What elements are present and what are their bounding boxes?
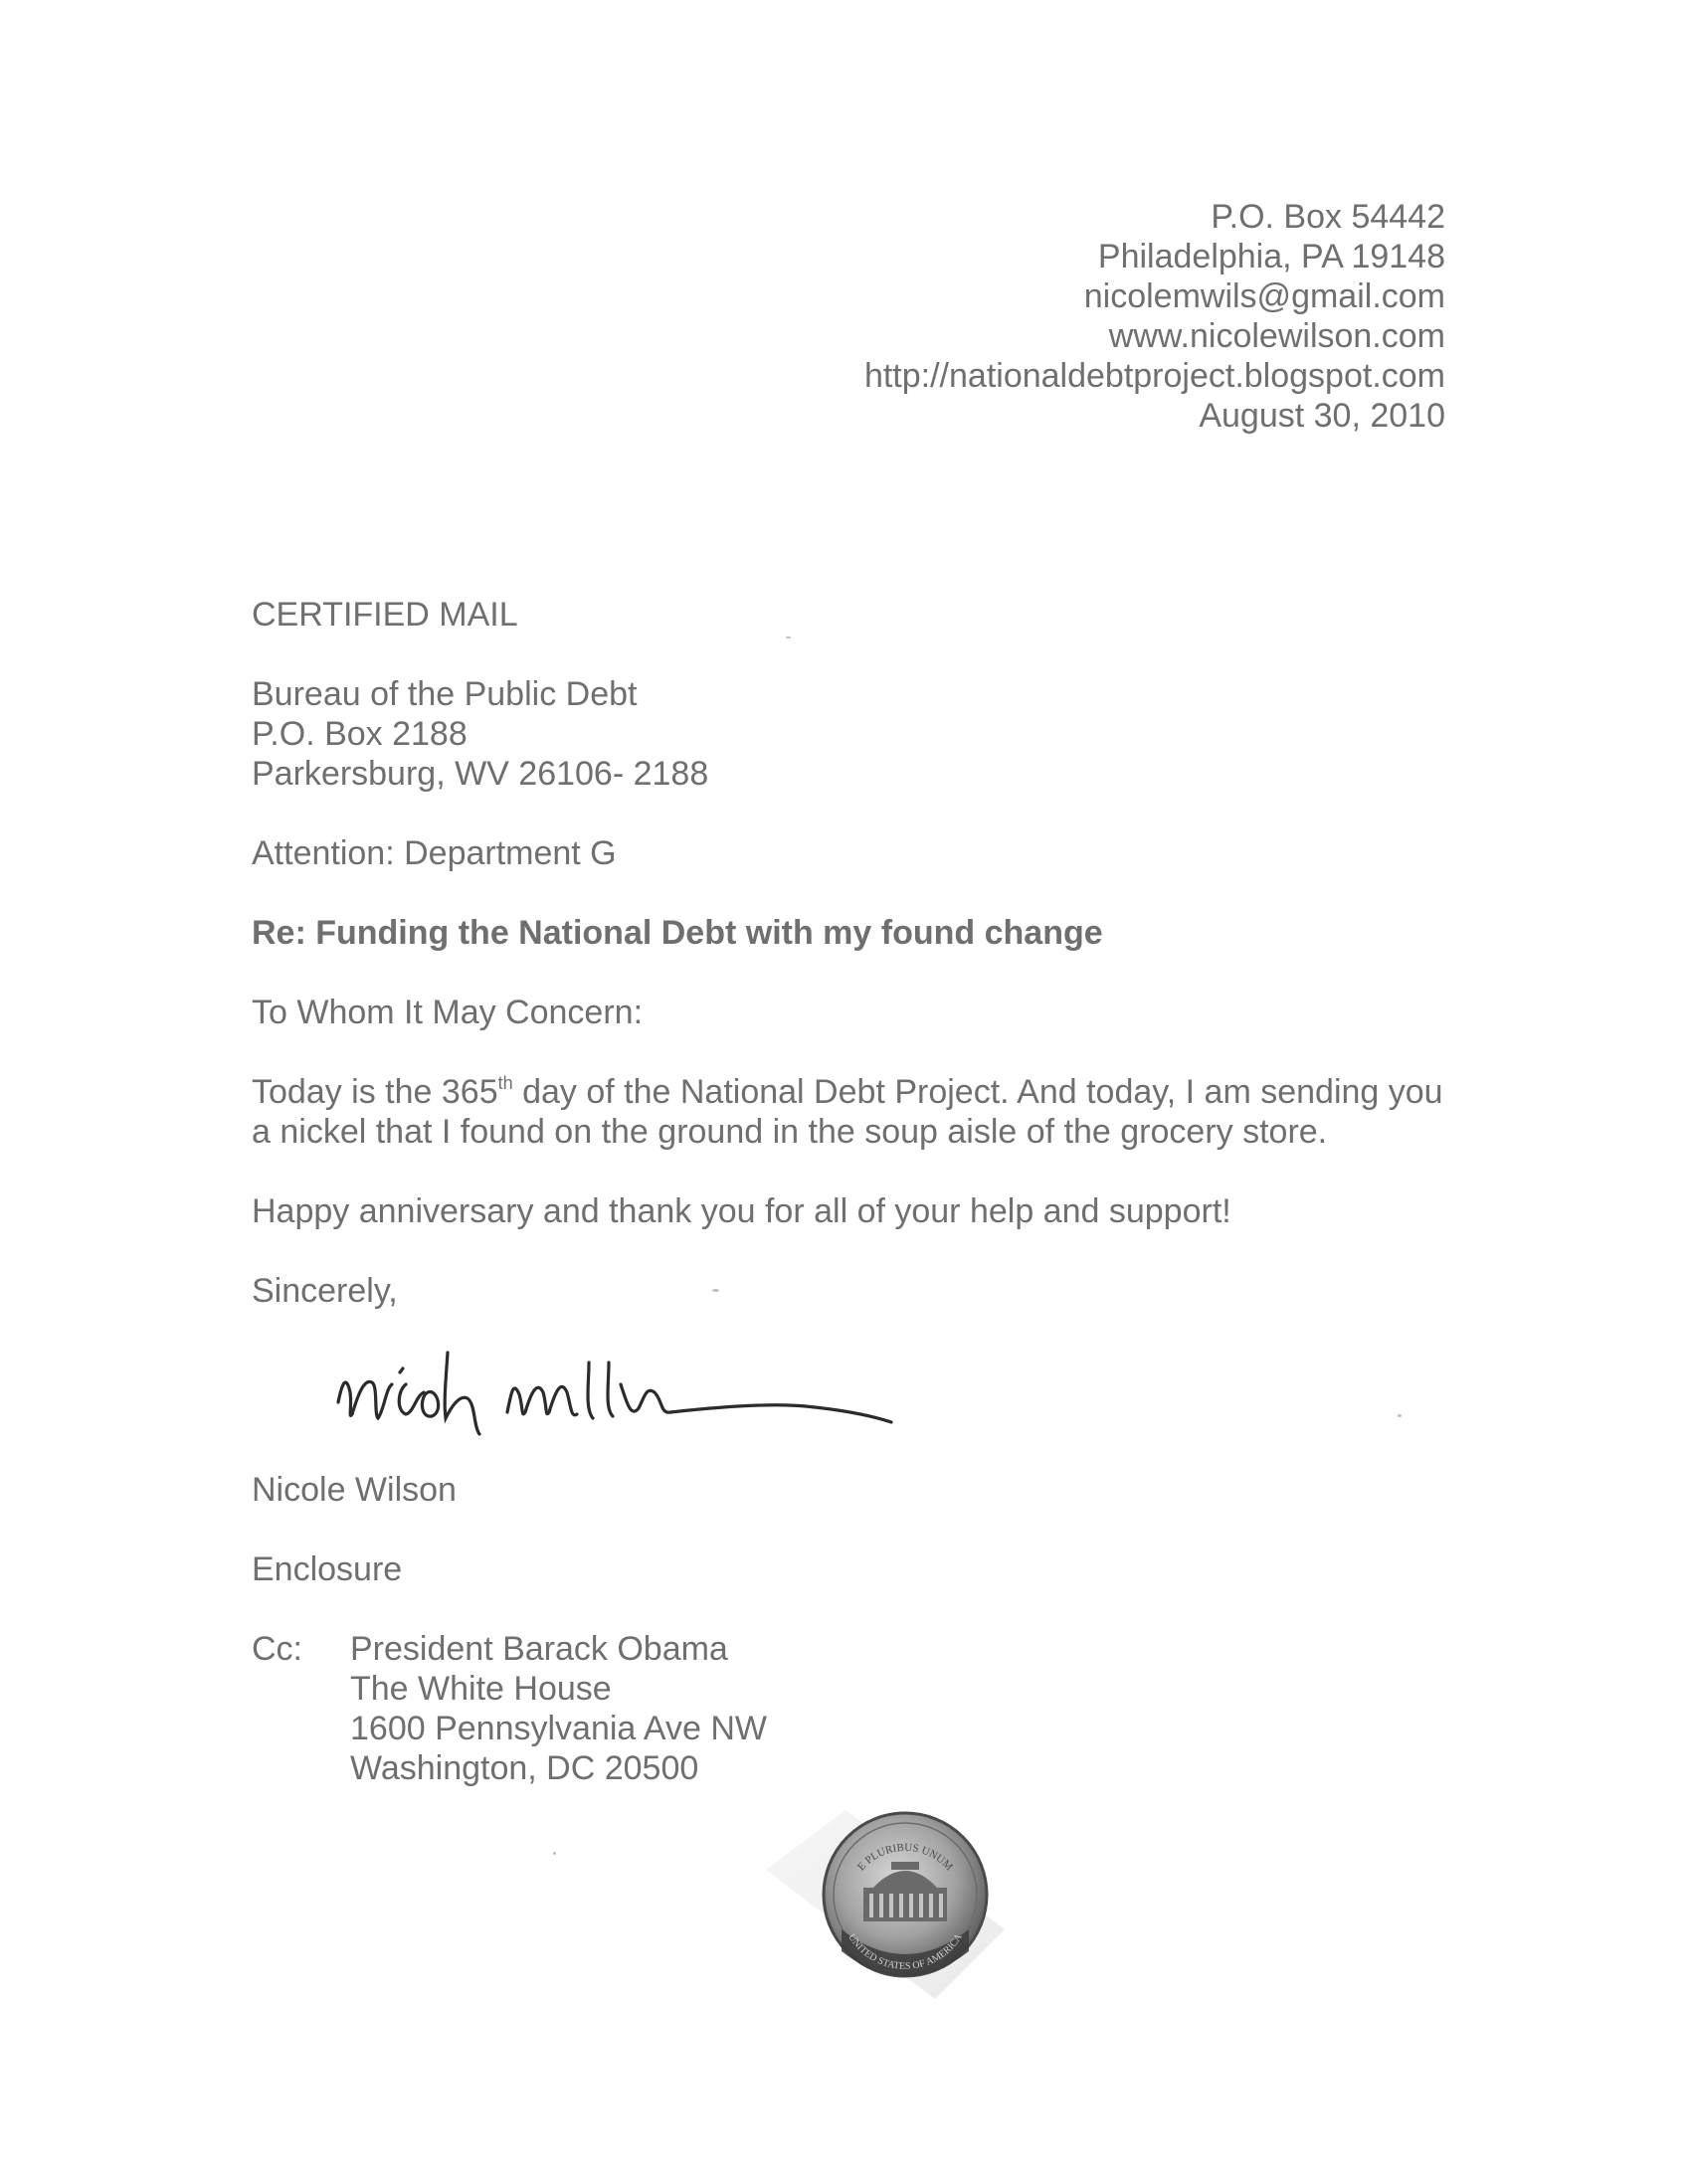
paper-speck [553,1852,556,1855]
sender-po-box: P.O. Box 54442 [1211,198,1445,236]
attention-line: Attention: Department G [252,834,617,872]
letter-date: August 30, 2010 [1199,397,1445,435]
coin-top-text: E PLURIBUS UNUM [854,1841,955,1874]
sender-email: nicolemwils@gmail.com [1083,277,1445,315]
handwritten-signature [328,1323,905,1442]
cc-building: The White House [350,1670,612,1708]
signer-name: Nicole Wilson [252,1471,457,1509]
recipient-po-box: P.O. Box 2188 [252,715,468,753]
paper-speck [712,1289,719,1292]
cc-label: Cc: [252,1630,302,1668]
sender-website: www.nicolewilson.com [1108,317,1445,355]
paper-speck [786,637,791,638]
salutation: To Whom It May Concern: [252,994,644,1031]
cc-name: President Barack Obama [350,1630,728,1668]
recipient-address [252,674,1465,794]
sender-city: Philadelphia, PA 19148 [1097,238,1445,275]
coin-bottom-text: UNITED STATES OF AMERICA [846,1931,965,1972]
body-p1-end: day of the National Debt Project. And today, I am sending you a nickel that I found on the ground in the soup aisle of the grocery store. [252,1073,1443,1151]
taped-nickel [756,1780,1034,2019]
cc-city: Washington, DC 20500 [350,1749,699,1787]
sender-blog: http://nationaldebtproject.blogspot.com [863,357,1445,395]
recipient-city: Parkersburg, WV 26106- 2188 [252,755,709,793]
sender-address [749,197,1445,436]
body-paragraph-1 [252,1072,1465,1152]
enclosure-note: Enclosure [252,1550,403,1588]
body-p1-superscript: th [497,1073,513,1093]
paper-speck [1398,1414,1402,1417]
cc-address [350,1629,767,1788]
subject-line: Re: Funding the National Debt with my found change [252,914,1103,952]
body-p1-start: Today is the 365 [252,1073,498,1111]
recipient-name: Bureau of the Public Debt [252,675,638,713]
cc-street: 1600 Pennsylvania Ave NW [350,1710,767,1747]
body-paragraph-2: Happy anniversary and thank you for all of your help and support! [252,1192,1231,1230]
delivery-method: CERTIFIED MAIL [252,596,518,634]
closing: Sincerely, [252,1272,398,1310]
